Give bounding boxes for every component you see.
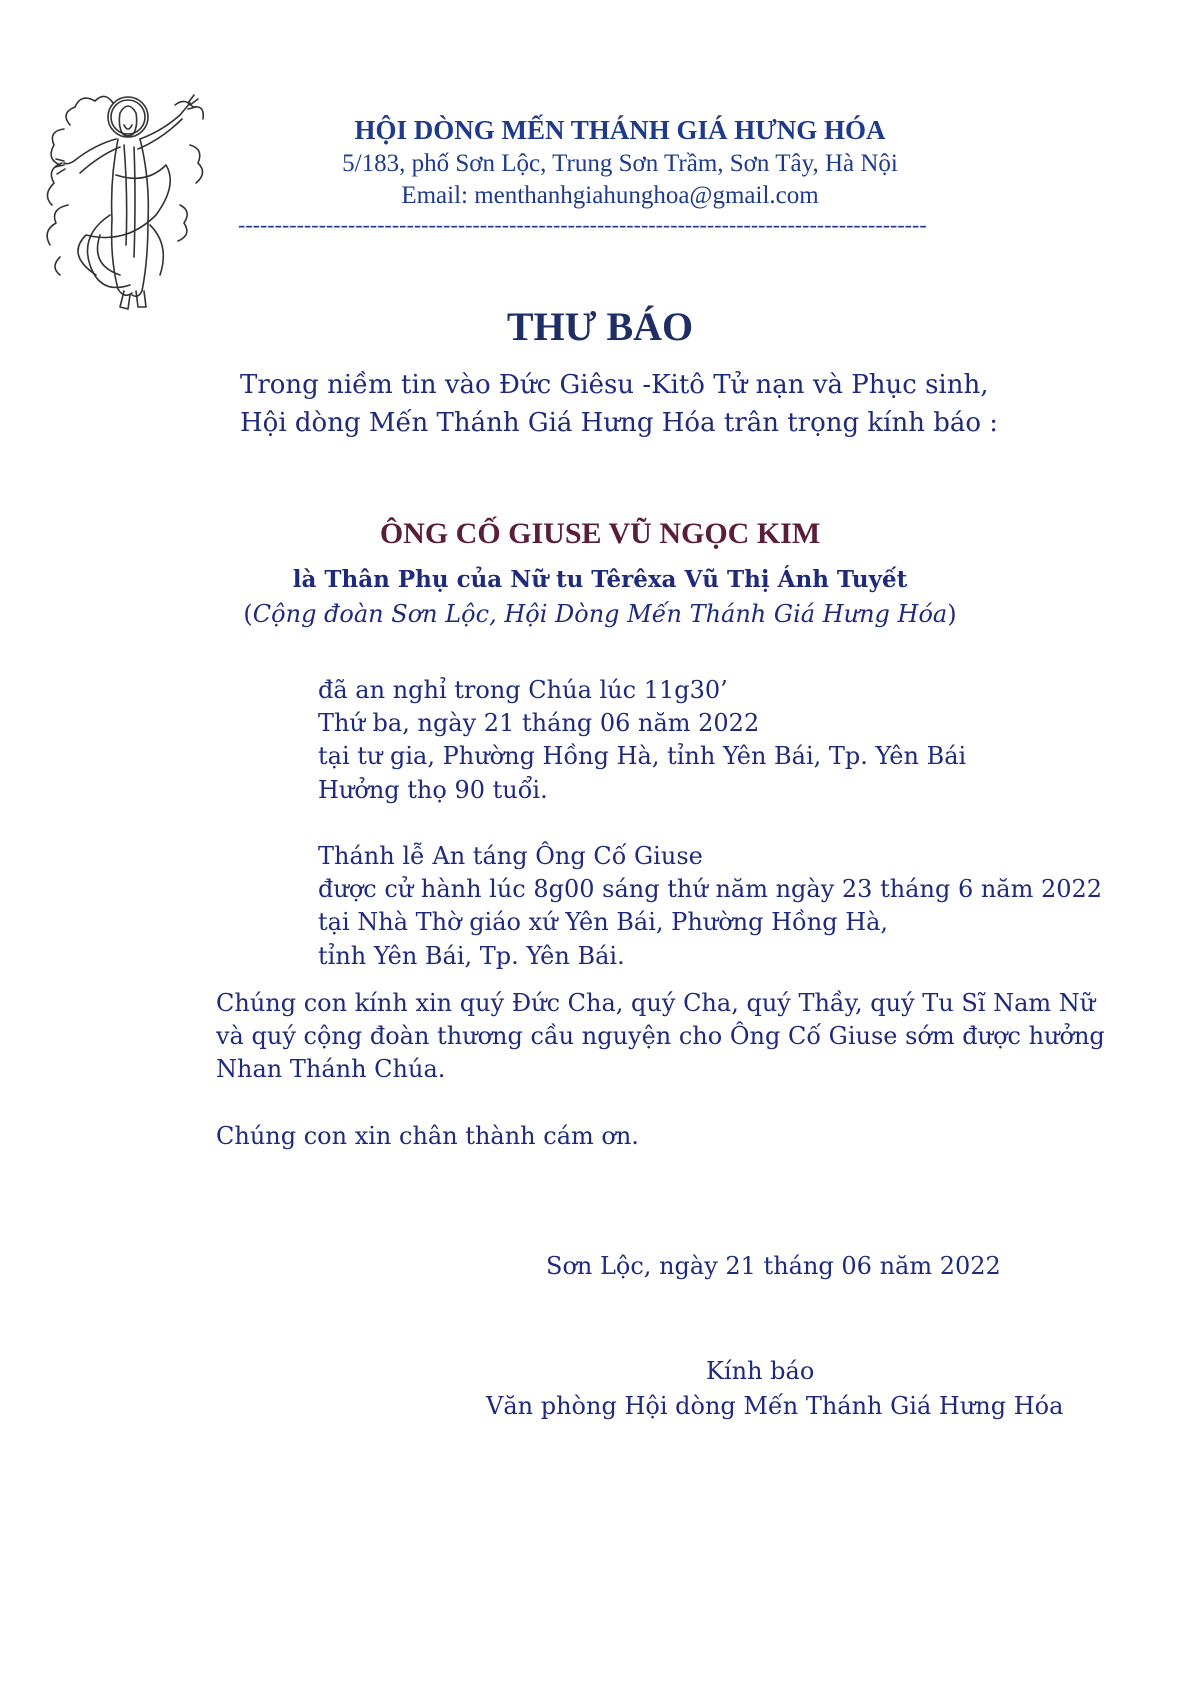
organization-email: Email: menthanhgiahunghoa@gmail.com — [401, 182, 819, 209]
community-paren-close: ) — [947, 600, 957, 628]
death-detail-line: Hưởng thọ 90 tuổi. — [318, 776, 548, 804]
thanks-line: Chúng con xin chân thành cám ơn. — [216, 1122, 639, 1150]
place-date: Sơn Lộc, ngày 21 tháng 06 năm 2022 — [546, 1252, 1001, 1280]
community-paren-open: ( — [243, 600, 253, 628]
funeral-detail-line: tại Nhà Thờ giáo xứ Yên Bái, Phường Hồng Hà, — [318, 908, 889, 936]
deceased-name: ÔNG CỐ GIUSE VŨ NGỌC KIM — [379, 517, 821, 550]
funeral-detail-line: tỉnh Yên Bái, Tp. Yên Bái. — [318, 942, 625, 970]
signatory: Văn phòng Hội dòng Mến Thánh Giá Hưng Hóa — [486, 1392, 1064, 1420]
dashed-divider: ---------------------------------------------------------------------------------------------- — [238, 212, 927, 237]
intro-line: Hội dòng Mến Thánh Giá Hưng Hóa trân trọng kính báo : — [240, 408, 999, 438]
prayer-request-line: Nhan Thánh Chúa. — [216, 1055, 446, 1083]
organization-name: HỘI DÒNG MẾN THÁNH GIÁ HƯNG HÓA — [354, 115, 886, 145]
relation-line: là Thân Phụ của Nữ tu Têrêxa Vũ Thị Ánh Tuyết — [292, 566, 908, 593]
closing: Kính báo — [706, 1357, 815, 1385]
intro-line: Trong niềm tin vào Đức Giêsu -Kitô Tử nạn và Phục sinh, — [240, 370, 989, 400]
prayer-request-line: và quý cộng đoàn thương cầu nguyện cho Ông Cố Giuse sớm được hưởng — [216, 1022, 1105, 1050]
funeral-detail-line: được cử hành lúc 8g00 sáng thứ năm ngày 23 tháng 6 năm 2022 — [318, 875, 1103, 903]
organization-address: 5/183, phố Sơn Lộc, Trung Sơn Trầm, Sơn Tây, Hà Nội — [342, 150, 898, 177]
prayer-request-line: Chúng con kính xin quý Đức Cha, quý Cha, quý Thầy, quý Tu Sĩ Nam Nữ — [216, 989, 1096, 1017]
funeral-detail-line: Thánh lễ An táng Ông Cố Giuse — [318, 842, 703, 870]
death-detail-line: Thứ ba, ngày 21 tháng 06 năm 2022 — [318, 709, 760, 737]
community-name: Cộng đoàn Sơn Lộc, Hội Dòng Mến Thánh Giá Hưng Hóa — [252, 600, 948, 628]
document-title: THƯ BÁO — [506, 304, 694, 349]
death-detail-line: đã an nghỉ trong Chúa lúc 11g30’ — [318, 676, 728, 704]
death-detail-line: tại tư gia, Phường Hồng Hà, tỉnh Yên Bái, Tp. Yên Bái — [318, 742, 967, 770]
community-line — [0, 600, 1200, 628]
